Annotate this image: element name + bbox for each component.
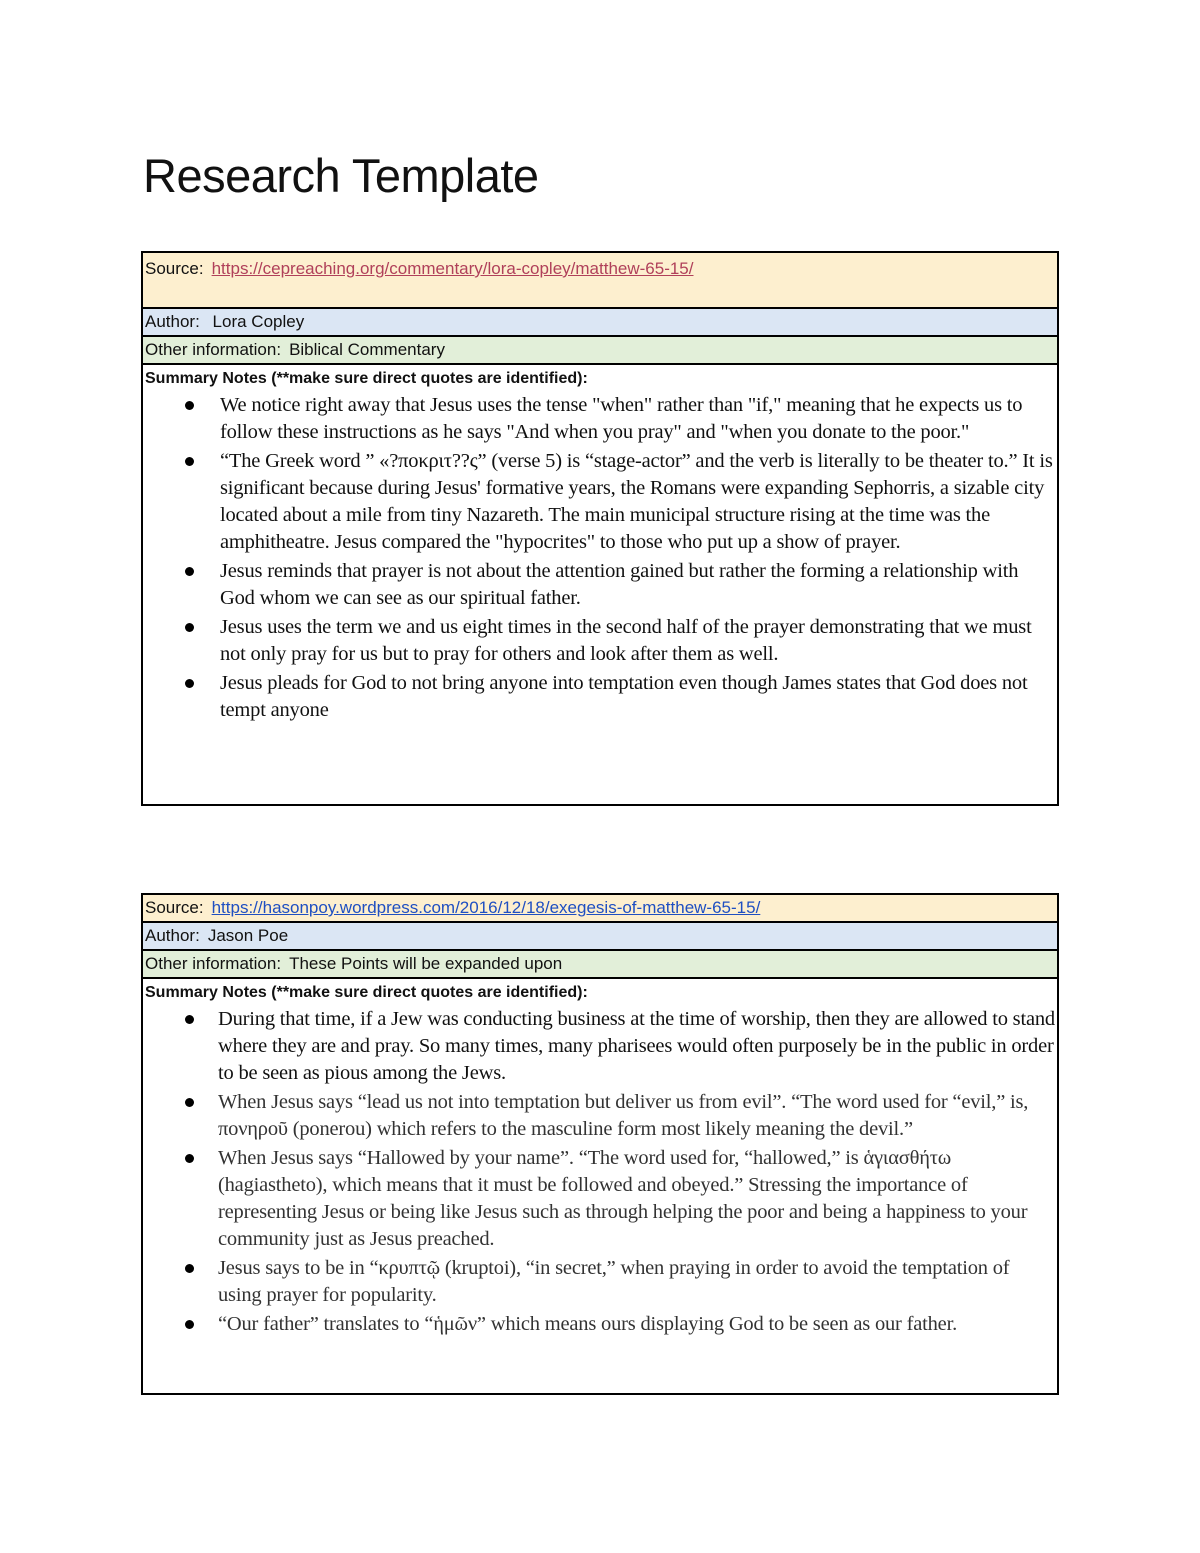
other-info-value: These Points will be expanded upon <box>289 954 563 973</box>
other-info-label: Other information: <box>145 340 282 359</box>
list-item <box>143 1145 1057 1253</box>
other-info-value: Biblical Commentary <box>289 340 445 359</box>
source-label: Source: <box>145 259 204 278</box>
summary-heading: Summary Notes (**make sure direct quotes are identified): <box>145 370 588 387</box>
note-text: When Jesus says “Hallowed by your name”. “The word used for, “hallowed,” is ἁγιασθήτω (hagiastheto), which means that it must be followed and obeyed.” Stressing the importance of representing Jesus or being like Jesus such as through helping the poor and being a happiness to your community just as Jesus preached. <box>218 1147 1028 1250</box>
list-item <box>143 392 1057 446</box>
bullet-icon <box>185 457 194 466</box>
source-row <box>143 895 1057 923</box>
list-item <box>143 614 1057 668</box>
page-title: Research Template <box>143 149 539 202</box>
source-link[interactable]: https://hasonpoy.wordpress.com/2016/12/18/exegesis-of-matthew-65-15/ <box>211 898 761 917</box>
research-block-2 <box>141 893 1059 1395</box>
author-label: Author: <box>145 312 200 331</box>
summary-notes-list <box>143 1004 1057 1338</box>
bullet-icon <box>185 567 194 576</box>
author-row <box>143 923 1057 951</box>
note-text: “The Greek word ” «?ποκριτ??ς” (verse 5) is “stage-actor” and the verb is literally to be theater to.” It is significant because during Jesus' formative years, the Romans were expanding Sephorris, a sizable city located about a mile from tiny Nazareth. The main municipal structure rising at the time was the amphitheatre. Jesus compared the "hypocrites" to those who put up a show of prayer. <box>220 450 1053 553</box>
other-info-row <box>143 951 1057 979</box>
list-item <box>143 1089 1057 1143</box>
source-row <box>143 253 1057 309</box>
author-row <box>143 309 1057 337</box>
source-link[interactable]: https://cepreaching.org/commentary/lora-copley/matthew-65-15/ <box>211 259 694 278</box>
bullet-icon <box>185 401 194 410</box>
list-item <box>143 558 1057 612</box>
summary-heading: Summary Notes (**make sure direct quotes are identified): <box>145 984 588 1001</box>
note-text: Jesus uses the term we and us eight times in the second half of the prayer demonstrating that we must not only pray for us but to pray for others and look after them as well. <box>220 616 1032 665</box>
note-text: Jesus says to be in “κρυπτῷ (kruptoi), “in secret,” when praying in order to avoid the temptation of using prayer for popularity. <box>218 1257 1010 1306</box>
list-item <box>143 1006 1057 1087</box>
note-text: Jesus reminds that prayer is not about the attention gained but rather the forming a relationship with God whom we can see as our spiritual father. <box>220 560 1019 609</box>
research-block-1 <box>141 251 1059 806</box>
list-item <box>143 448 1057 556</box>
note-text: During that time, if a Jew was conducting business at the time of worship, then they are allowed to stand where they are and pray. So many times, many pharisees would often purposely be in the public in order to be seen as pious among the Jews. <box>218 1008 1055 1084</box>
note-text: When Jesus says “lead us not into temptation but deliver us from evil”. “The word used for “evil,” is, πονηροῦ (ponerou) which refers to the masculine form most likely meaning the devil.” <box>218 1091 1029 1140</box>
list-item <box>143 1255 1057 1309</box>
note-text: “Our father” translates to “ἡμῶν” which means ours displaying God to be seen as our father. <box>218 1313 957 1335</box>
author-label: Author: <box>145 926 200 945</box>
bullet-icon <box>185 1154 194 1163</box>
author-value: Lora Copley <box>212 312 305 331</box>
source-label: Source: <box>145 898 204 917</box>
bullet-icon <box>185 623 194 632</box>
other-info-row <box>143 337 1057 365</box>
author-value: Jason Poe <box>207 926 289 945</box>
bullet-icon <box>185 1320 194 1329</box>
bullet-icon <box>185 1098 194 1107</box>
list-item <box>143 670 1057 724</box>
note-text: We notice right away that Jesus uses the tense "when" rather than "if," meaning that he expects us to follow these instructions as he says "And when you pray" and "when you donate to the poor." <box>220 394 1023 443</box>
list-item <box>143 1311 1057 1338</box>
bullet-icon <box>185 1015 194 1024</box>
bullet-icon <box>185 679 194 688</box>
summary-notes-list <box>143 390 1057 724</box>
bullet-icon <box>185 1264 194 1273</box>
note-text: Jesus pleads for God to not bring anyone into temptation even though James states that God does not tempt anyone <box>220 672 1028 721</box>
other-info-label: Other information: <box>145 954 282 973</box>
